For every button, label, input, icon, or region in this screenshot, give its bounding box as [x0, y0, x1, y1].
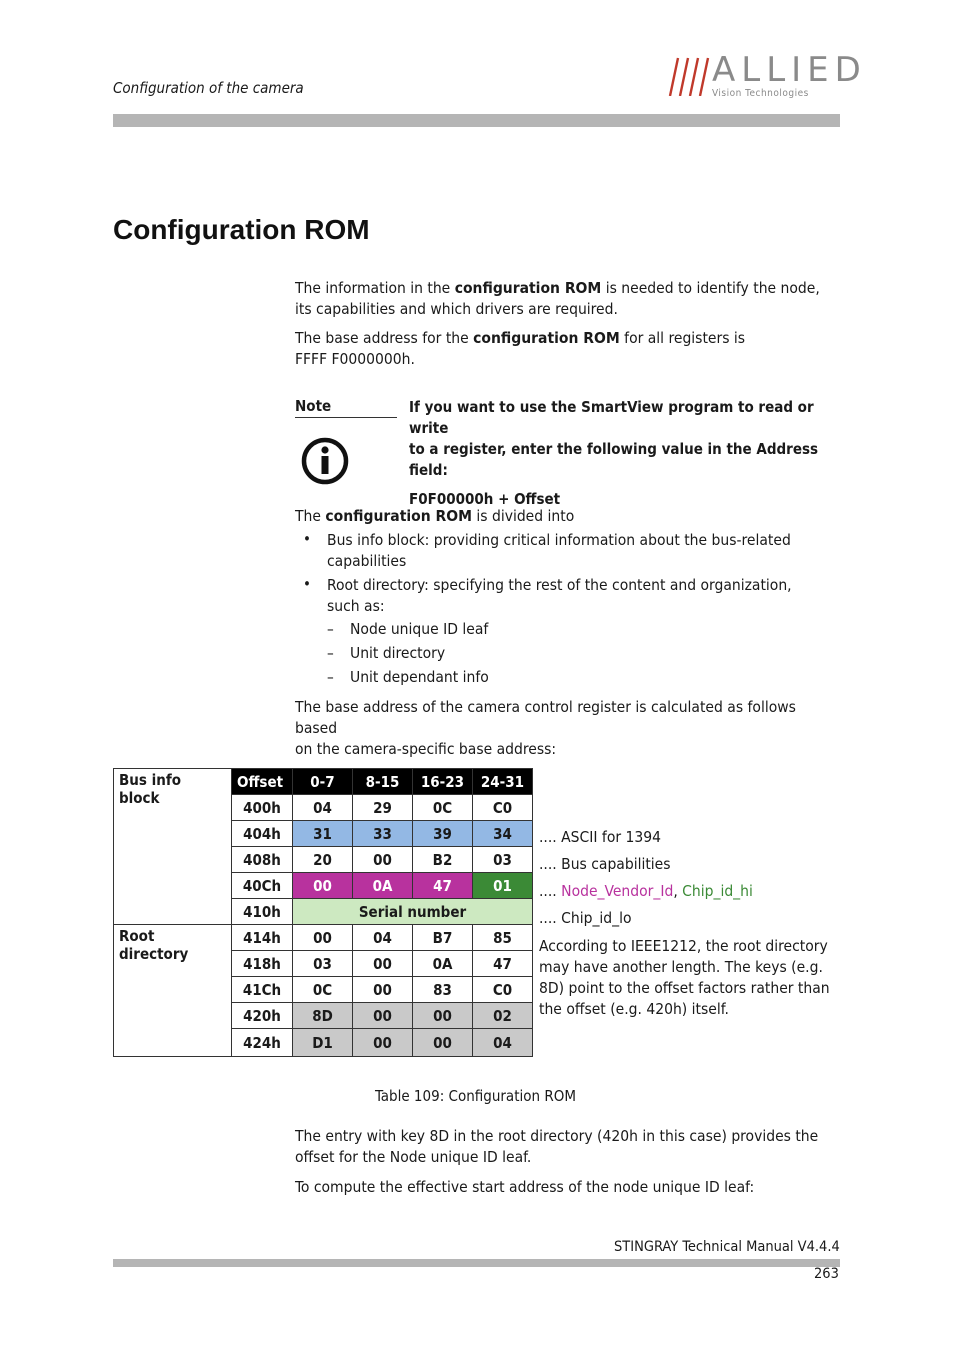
dash-icon: –	[327, 620, 334, 638]
footer-manual-title: STINGRAY Technical Manual V4.4.4	[614, 1239, 840, 1255]
base-text: The base address of the camera control register is calculated as follows based	[295, 698, 796, 737]
bullet-text: such as:	[327, 597, 385, 615]
offset-cell: 408h	[232, 847, 293, 873]
after-text: offset for the Node unique ID leaf.	[295, 1148, 532, 1166]
divided-bold: configuration ROM	[325, 507, 472, 525]
offset-cell: 40Ch	[232, 873, 293, 899]
value-cell: B7	[413, 925, 473, 951]
value-cell: 00	[413, 1003, 473, 1029]
intro-text: its capabilities and which drivers are required.	[295, 300, 618, 318]
value-cell: 0C	[293, 977, 353, 1003]
page-heading: Configuration ROM	[113, 214, 370, 245]
value-cell: 85	[473, 925, 533, 951]
value-cell: 00	[353, 1029, 413, 1057]
value-cell: 47	[473, 951, 533, 977]
dash-icon: –	[327, 668, 334, 686]
value-cell: 00	[293, 925, 353, 951]
value-cell: 33	[353, 821, 413, 847]
root-note-line: the offset (e.g. 420h) itself.	[539, 1000, 729, 1018]
after-paragraph-1	[295, 1126, 840, 1168]
offset-cell: 420h	[232, 1003, 293, 1029]
note-ascii: .... ASCII for 1394	[539, 828, 661, 846]
sub-item: Node unique ID leaf	[350, 620, 489, 638]
value-cell: 0A	[353, 873, 413, 899]
group-root-directory: Root directory	[114, 925, 232, 1057]
intro-text: for all registers is	[619, 329, 746, 347]
value-cell: C0	[473, 977, 533, 1003]
value-cell: 00	[353, 951, 413, 977]
intro-bold: configuration ROM	[454, 279, 602, 297]
divided-text: is divided into	[471, 507, 575, 525]
note-label: Note	[295, 397, 397, 418]
bullet-text: Root directory: specifying the rest of the content and organization,	[327, 576, 792, 594]
intro-text: FFFF F0000000h.	[295, 350, 415, 368]
value-cell: D1	[293, 1029, 353, 1057]
note-line: field:	[409, 461, 448, 479]
logo-slashes-icon	[668, 56, 710, 96]
logo-wordmark: ALLIED	[712, 50, 867, 90]
value-cell: C0	[473, 795, 533, 821]
bullet-text: Bus info block: providing critical information about the bus-related	[327, 531, 791, 549]
note-comma: ,	[673, 882, 683, 900]
value-cell: 20	[293, 847, 353, 873]
note-text	[409, 397, 849, 510]
logo-subtitle: Vision Technologies	[712, 88, 809, 99]
value-cell: 31	[293, 821, 353, 847]
base-address-paragraph	[295, 697, 840, 760]
after-text: The entry with key 8D in the root directory (420h in this case) provides the	[295, 1127, 819, 1145]
note-chip-id-lo: .... Chip_id_lo	[539, 909, 632, 927]
intro-paragraph-2	[295, 328, 840, 370]
table-row	[114, 769, 533, 795]
offset-cell: 410h	[232, 899, 293, 925]
intro-text: is needed to identify the node,	[601, 279, 820, 297]
value-cell: 0A	[413, 951, 473, 977]
sub-item: Unit dependant info	[350, 668, 489, 686]
value-cell: 00	[413, 1029, 473, 1057]
value-cell: 0C	[413, 795, 473, 821]
after-paragraph-2: To compute the effective start address of the node unique ID leaf:	[295, 1178, 755, 1196]
serial-number-cell: Serial number	[293, 899, 533, 925]
node-vendor-id-text: Node_Vendor_Id	[561, 882, 674, 900]
value-cell: 29	[353, 795, 413, 821]
value-cell: 83	[413, 977, 473, 1003]
divided-text: The	[295, 507, 326, 525]
info-icon	[300, 436, 350, 486]
dash-icon: –	[327, 644, 334, 662]
value-cell: 00	[353, 847, 413, 873]
value-cell: 04	[353, 925, 413, 951]
note-root-directory	[539, 936, 839, 1020]
value-cell: 01	[473, 873, 533, 899]
root-note-line: may have another length. The keys (e.g.	[539, 958, 823, 976]
note-vendor-chip	[539, 882, 753, 900]
header-cell: Offset	[232, 769, 293, 795]
header-cell: 24-31	[473, 769, 533, 795]
note-bus-capabilities: .... Bus capabilities	[539, 855, 671, 873]
header-rule	[113, 114, 840, 127]
value-cell: 04	[293, 795, 353, 821]
base-text: on the camera-specific base address:	[295, 740, 557, 758]
table-caption: Table 109: Configuration ROM	[375, 1087, 576, 1105]
value-cell: 00	[353, 977, 413, 1003]
root-note-line: 8D) point to the offset factors rather than	[539, 979, 830, 997]
page-number: 263	[814, 1266, 839, 1282]
offset-cell: 418h	[232, 951, 293, 977]
value-cell: 39	[413, 821, 473, 847]
value-cell: 04	[473, 1029, 533, 1057]
intro-text: The information in the	[295, 279, 455, 297]
running-header: Configuration of the camera	[113, 79, 304, 97]
value-cell: 02	[473, 1003, 533, 1029]
bullet-item	[327, 530, 827, 572]
bullet-icon: •	[303, 530, 311, 548]
intro-text: The base address for the	[295, 329, 474, 347]
bullet-item	[327, 575, 827, 617]
offset-cell: 424h	[232, 1029, 293, 1057]
group-bus-info: Bus info block	[114, 769, 232, 925]
note-line: to a register, enter the following value in the Address	[409, 440, 819, 458]
chip-id-hi-text: Chip_id_hi	[682, 882, 753, 900]
header-cell: 16-23	[413, 769, 473, 795]
note-line: If you want to use the SmartView program to read or write	[409, 398, 814, 437]
allied-logo	[668, 50, 867, 102]
table-row	[114, 925, 533, 951]
offset-cell: 414h	[232, 925, 293, 951]
header-cell: 0-7	[293, 769, 353, 795]
intro-paragraph-1	[295, 278, 840, 320]
offset-cell: 400h	[232, 795, 293, 821]
offset-cell: 41Ch	[232, 977, 293, 1003]
note-address-value: F0F00000h + Offset	[409, 490, 561, 508]
note-prefix: ....	[539, 882, 562, 900]
footer-rule	[113, 1259, 840, 1267]
value-cell: 34	[473, 821, 533, 847]
offset-cell: 404h	[232, 821, 293, 847]
root-note-line: According to IEEE1212, the root directory	[539, 937, 828, 955]
value-cell: 03	[293, 951, 353, 977]
value-cell: 00	[353, 1003, 413, 1029]
bullet-icon: •	[303, 575, 311, 593]
value-cell: 47	[413, 873, 473, 899]
value-cell: 8D	[293, 1003, 353, 1029]
bullet-text: capabilities	[327, 552, 407, 570]
divided-paragraph	[295, 506, 840, 527]
value-cell: 03	[473, 847, 533, 873]
value-cell: 00	[293, 873, 353, 899]
header-cell: 8-15	[353, 769, 413, 795]
sub-item: Unit directory	[350, 644, 446, 662]
value-cell: B2	[413, 847, 473, 873]
config-rom-table	[113, 768, 533, 1057]
intro-bold: configuration ROM	[473, 329, 620, 347]
